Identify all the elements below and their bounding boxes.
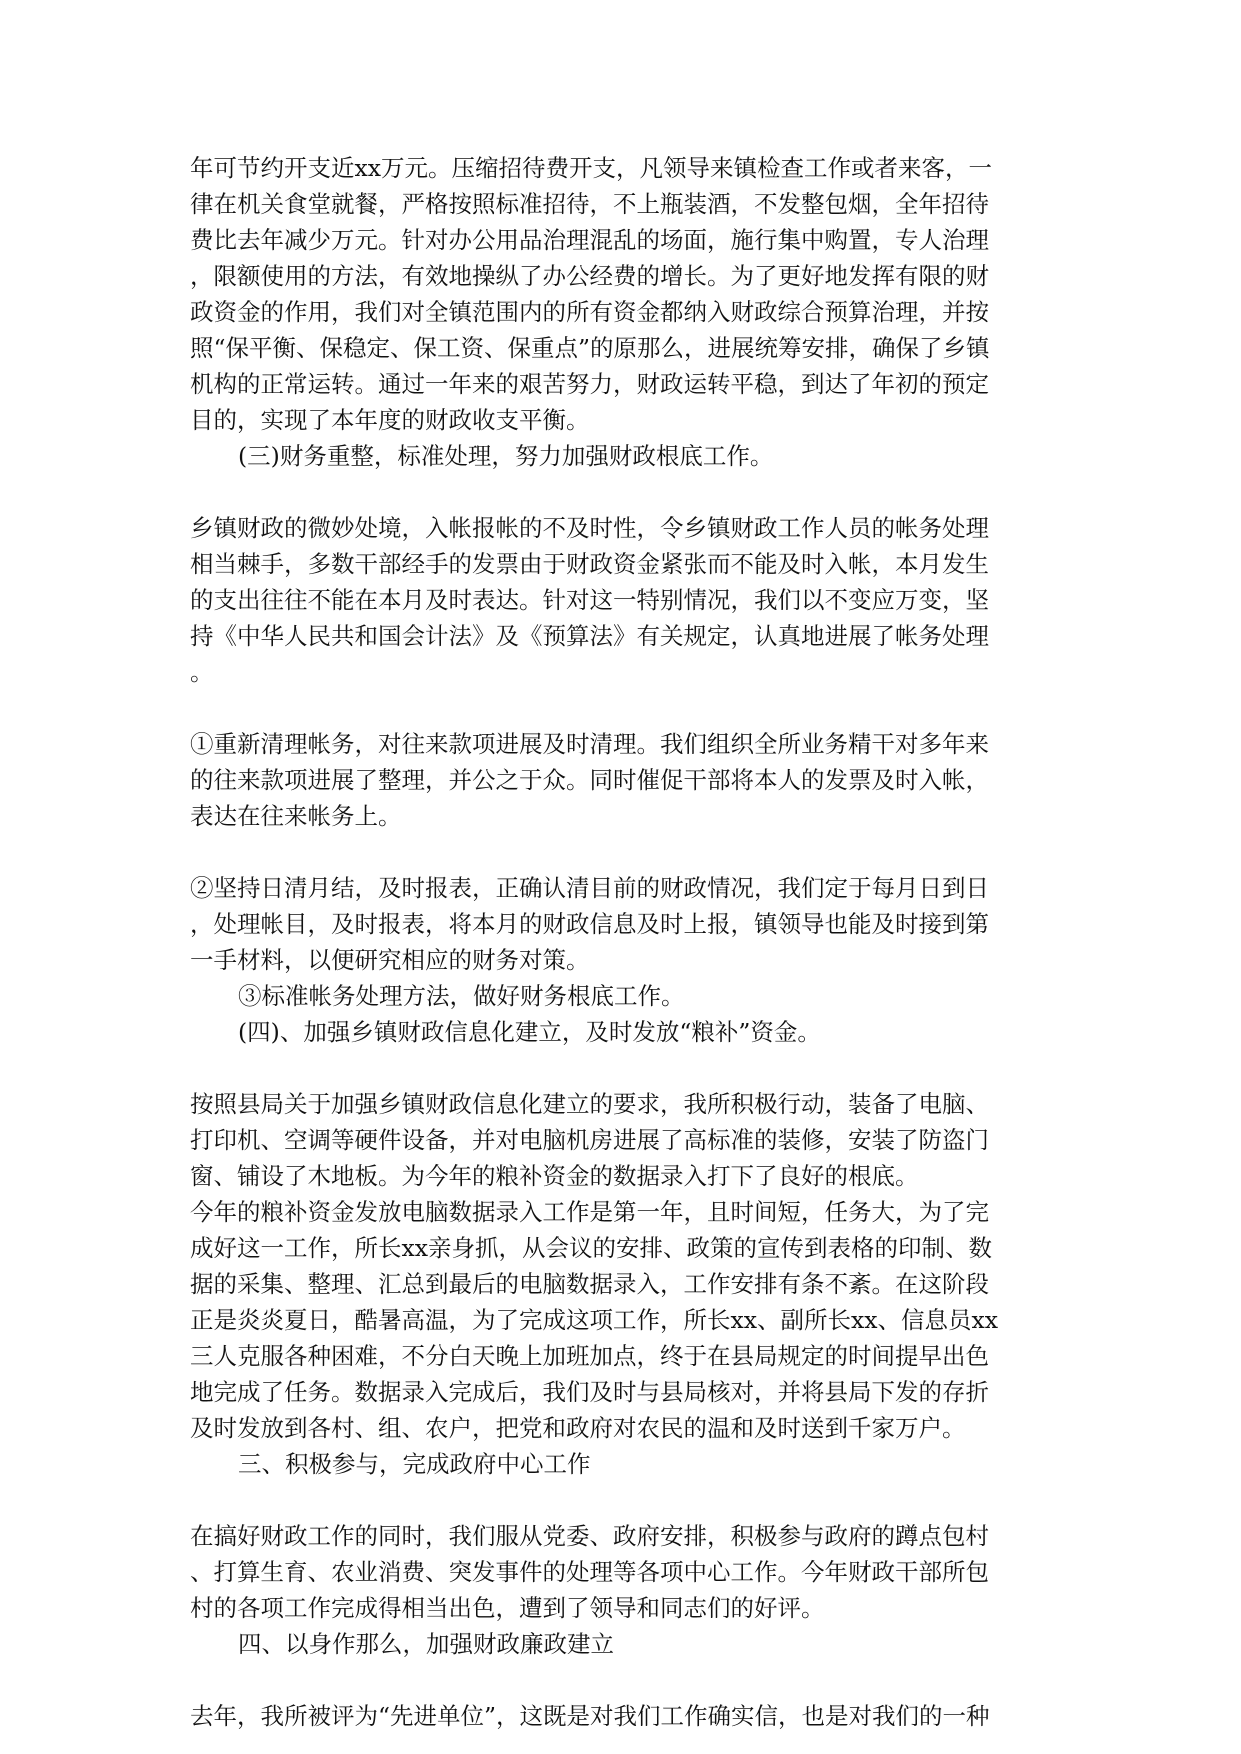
text-line: 村的各项工作完成得相当出色，遭到了领导和同志们的好评。	[190, 1594, 825, 1622]
text-line: ②坚持日清月结，及时报表，正确认清目前的财政情况，我们定于每月日到日	[190, 874, 989, 902]
paragraph	[190, 1626, 1050, 1662]
paragraph	[190, 726, 1050, 834]
text-line: 。	[190, 658, 214, 686]
paragraph	[190, 150, 1050, 438]
text-line: 成好这一工作，所长xx亲身抓，从会议的安排、政策的宣传到表格的印制、数	[190, 1234, 993, 1262]
text-line: ，限额使用的方法，有效地操纵了办公经费的增长。为了更好地发挥有限的财	[190, 262, 989, 290]
text-line: 正是炎炎夏日，酷暑高温，为了完成这项工作，所长xx、副所长xx、信息员xx	[190, 1306, 999, 1334]
text-line: ，处理帐目，及时报表，将本月的财政信息及时上报，镇领导也能及时接到第	[190, 910, 989, 938]
paragraph	[190, 438, 1050, 474]
paragraph	[190, 510, 1050, 690]
paragraph	[190, 1518, 1050, 1626]
text-line: 去年，我所被评为“先进单位”，这既是对我们工作确实信，也是对我们的一种	[190, 1702, 990, 1730]
text-line: 照“保平衡、保稳定、保工资、保重点”的原那么，进展统筹安排，确保了乡镇	[190, 334, 990, 362]
paragraph	[190, 1014, 1050, 1050]
paragraph	[190, 1194, 1050, 1446]
text-line: 目的，实现了本年度的财政收支平衡。	[190, 406, 590, 434]
text-line: 及时发放到各村、组、农户，把党和政府对农民的温和及时送到千家万户。	[190, 1414, 966, 1442]
text-line: (三)财务重整，标准处理，努力加强财政根底工作。	[238, 442, 774, 470]
text-line: 的往来款项进展了整理，并公之于众。同时催促干部将本人的发票及时入帐，	[190, 766, 989, 794]
text-line: 据的采集、整理、汇总到最后的电脑数据录入，工作安排有条不紊。在这阶段	[190, 1270, 989, 1298]
text-line: 乡镇财政的微妙处境，入帐报帐的不及时性，令乡镇财政工作人员的帐务处理	[190, 514, 989, 542]
text-line: 一手材料，以便研究相应的财务对策。	[190, 946, 590, 974]
text-line: 地完成了任务。数据录入完成后，我们及时与县局核对，并将县局下发的存折	[190, 1378, 989, 1406]
text-line: ③标准帐务处理方法，做好财务根底工作。	[238, 982, 685, 1010]
text-line: 三、积极参与，完成政府中心工作	[238, 1450, 591, 1478]
text-line: 、打算生育、农业消费、突发事件的处理等各项中心工作。今年财政干部所包	[190, 1558, 989, 1586]
text-line: 表达在往来帐务上。	[190, 802, 402, 830]
text-line: 年可节约开支近xx万元。压缩招待费开支，凡领导来镇检查工作或者来客，一	[190, 154, 993, 182]
text-line: 在搞好财政工作的同时，我们服从党委、政府安排，积极参与政府的蹲点包村	[190, 1522, 989, 1550]
paragraph	[190, 1086, 1050, 1194]
document-page	[190, 150, 1050, 1734]
text-line: 四、以身作那么，加强财政廉政建立	[238, 1630, 614, 1658]
text-line: 机构的正常运转。通过一年来的艰苦努力，财政运转平稳，到达了年初的预定	[190, 370, 989, 398]
text-line: 律在机关食堂就餐，严格按照标准招待，不上瓶装酒，不发整包烟，全年招待	[190, 190, 989, 218]
text-line: 的支出往往不能在本月及时表达。针对这一特别情况，我们以不变应万变，坚	[190, 586, 989, 614]
paragraph	[190, 870, 1050, 978]
text-line: 持《中华人民共和国会计法》及《预算法》有关规定，认真地进展了帐务处理	[190, 622, 989, 650]
text-line: 相当棘手，多数干部经手的发票由于财政资金紧张而不能及时入帐，本月发生	[190, 550, 989, 578]
text-line: 政资金的作用，我们对全镇范围内的所有资金都纳入财政综合预算治理，并按	[190, 298, 989, 326]
paragraph	[190, 978, 1050, 1014]
text-line: 今年的粮补资金发放电脑数据录入工作是第一年，且时间短，任务大，为了完	[190, 1198, 989, 1226]
text-line: 打印机、空调等硬件设备，并对电脑机房进展了高标准的装修，安装了防盗门	[190, 1126, 989, 1154]
paragraph	[190, 1446, 1050, 1482]
text-line: 窗、铺设了木地板。为今年的粮补资金的数据录入打下了良好的根底。	[190, 1162, 919, 1190]
text-line: ①重新清理帐务，对往来款项进展及时清理。我们组织全所业务精干对多年来	[190, 730, 989, 758]
text-line: (四)、加强乡镇财政信息化建立，及时发放“粮补”资金。	[238, 1018, 821, 1046]
text-line: 三人克服各种困难，不分白天晚上加班加点，终于在县局规定的时间提早出色	[190, 1342, 989, 1370]
text-line: 按照县局关于加强乡镇财政信息化建立的要求，我所积极行动，装备了电脑、	[190, 1090, 989, 1118]
paragraph	[190, 1698, 1050, 1734]
text-line: 费比去年减少万元。针对办公用品治理混乱的场面，施行集中购置，专人治理	[190, 226, 989, 254]
